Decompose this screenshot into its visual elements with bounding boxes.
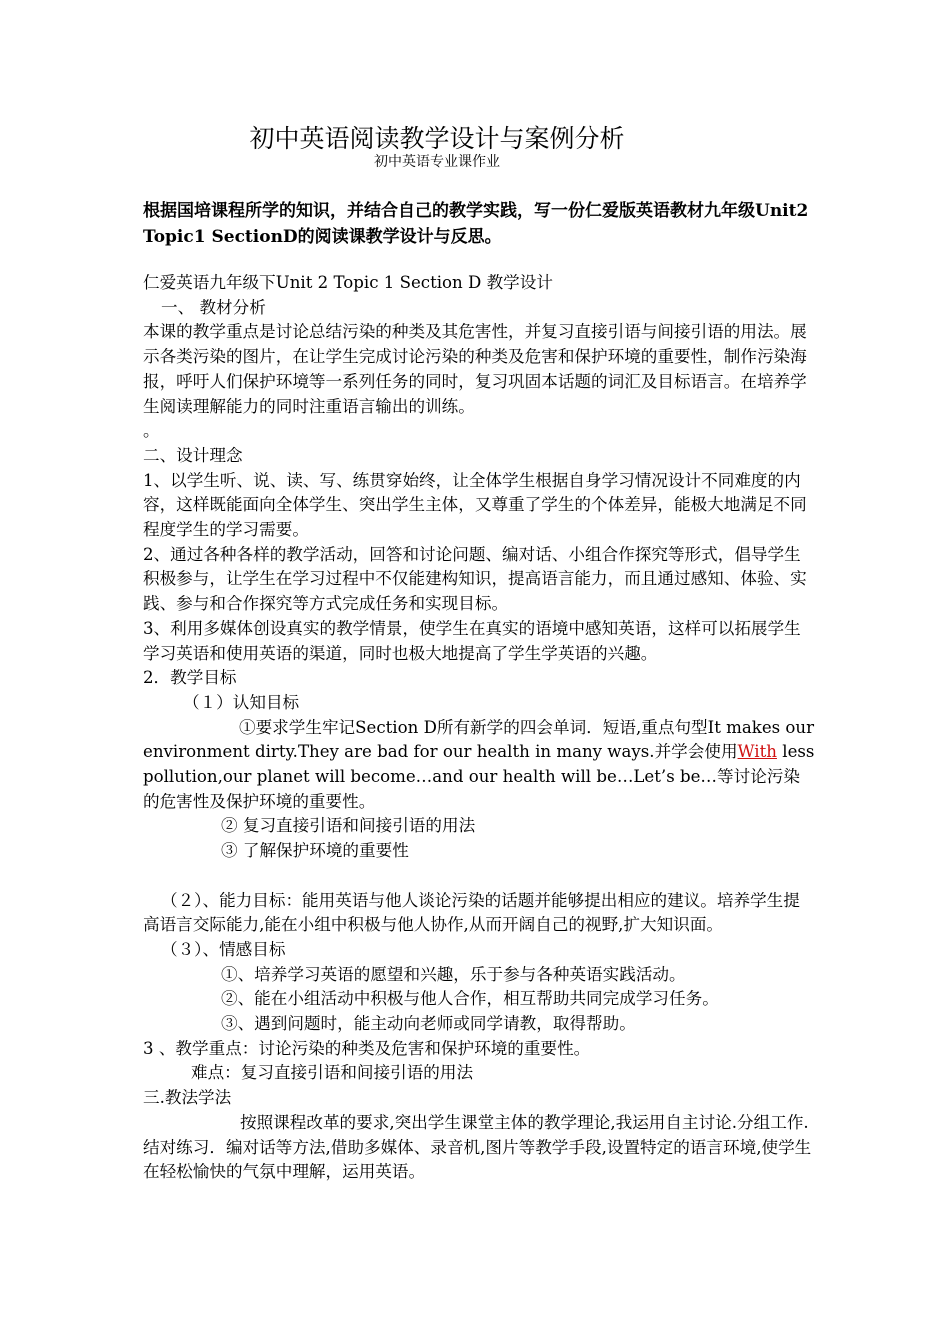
goal-3-item-3: ③、遇到问题时，能主动向老师或同学请教，取得帮助。	[221, 1014, 636, 1034]
document-title: 初中英语阅读教学设计与案例分析	[249, 124, 625, 153]
section-1-dot: 。	[143, 421, 160, 441]
goal-3-item-1: ①、培养学习英语的愿望和兴趣，乐于参与各种英语实践活动。	[221, 964, 686, 984]
section-3-title: 2．教学目标	[143, 668, 237, 688]
section-5-text: 按照课程改革的要求,突出学生课堂主体的教学理论,我运用自主讨论.分组工作.结对练习．编对话等方法,借助多媒体、录音机,图片等教学手段,设置特定的语言环境,使学生在轻松愉快的气氛中理解，运用英语。	[143, 1112, 812, 1182]
section-2-para-2: 2、通过各种各样的教学活动，回答和讨论问题、编对话、小组合作探究等形式，倡导学生积极参与，让学生在学习过程中不仅能建构知识，提高语言能力，而且通过感知、体验、实践、参与和合作探究等方式完成任务和实现目标。	[143, 544, 807, 614]
section-1-text: 本课的教学重点是讨论总结污染的种类及其危害性，并复习直接引语与间接引语的用法。展示各类污染的图片，在让学生完成讨论污染的种类及危害和保护环境的重要性，制作污染海报，呼吁人们保护环境等一系列任务的同时，复习巩固本话题的词汇及目标语言。在培养学生阅读理解能力的同时注重语言输出的训练。	[143, 322, 807, 416]
section-1-title: 一、 教材分析	[161, 297, 266, 317]
lesson-heading: 仁爱英语九年级下Unit 2 Topic 1 Section D 教学设计	[143, 273, 553, 292]
blank-line	[143, 864, 815, 889]
section-2-para-1: 1、以学生听、说、读、写、练贯穿始终，让全体学生根据自身学习情况设计不同难度的内容，这样既能面向全体学生、突出学生主体，又尊重了学生的个体差异，能极大地满足不同程度学生的学习需要。	[143, 470, 807, 540]
goal-1-title: （１）认知目标	[183, 692, 300, 712]
document-subtitle: 初中英语专业课作业	[374, 154, 500, 170]
goal-2-text: （２）、能力目标：能用英语与他人谈论污染的话题并能够提出相应的建议。培养学生提高语言交际能力,能在小组中积极与他人协作,从而开阔自己的视野,扩大知识面。	[143, 890, 800, 935]
goal-1-item-3: ③ 了解保护环境的重要性	[221, 841, 409, 861]
goal-1-text-b: less pollution,our planet will become…and our health will be…Let’s be…等讨论污染的危害性及保护环境的重要性。	[143, 742, 815, 811]
section-5-title: 三.教法学法	[143, 1088, 232, 1108]
goal-3-title: （３）、情感目标	[161, 939, 286, 959]
goal-1-text-a: ①要求学生牢记Section D所有新学的四会单词．短语,重点句型It makes our environment dirty.They are bad for our health in many ways.并学会使用	[143, 717, 815, 762]
assignment-prompt: 根据国培课程所学的知识，并结合自己的教学实践，写一份仁爱版英语教材九年级Unit2 Topic1 SectionD的阅读课教学设计与反思。	[143, 201, 809, 247]
section-2-para-3: 3、利用多媒体创设真实的教学情景，使学生在真实的语境中感知英语，这样可以拓展学生学习英语和使用英语的渠道，同时也极大地提高了学生学英语的兴趣。	[143, 618, 801, 663]
section-4-difficulty: 难点：复习直接引语和间接引语的用法	[191, 1063, 474, 1083]
document-body	[143, 271, 815, 1185]
section-2-title: 二、设计理念	[143, 445, 243, 465]
goal-1-item-1	[143, 716, 815, 815]
goal-1-item-2: ② 复习直接引语和间接引语的用法	[221, 816, 476, 836]
goal-3-item-2: ②、能在小组活动中积极与他人合作，相互帮助共同完成学习任务。	[221, 989, 719, 1009]
section-4-key-point: 3 、教学重点：讨论污染的种类及危害和保护环境的重要性。	[143, 1038, 591, 1058]
spellcheck-flagged-word: With	[737, 742, 777, 762]
